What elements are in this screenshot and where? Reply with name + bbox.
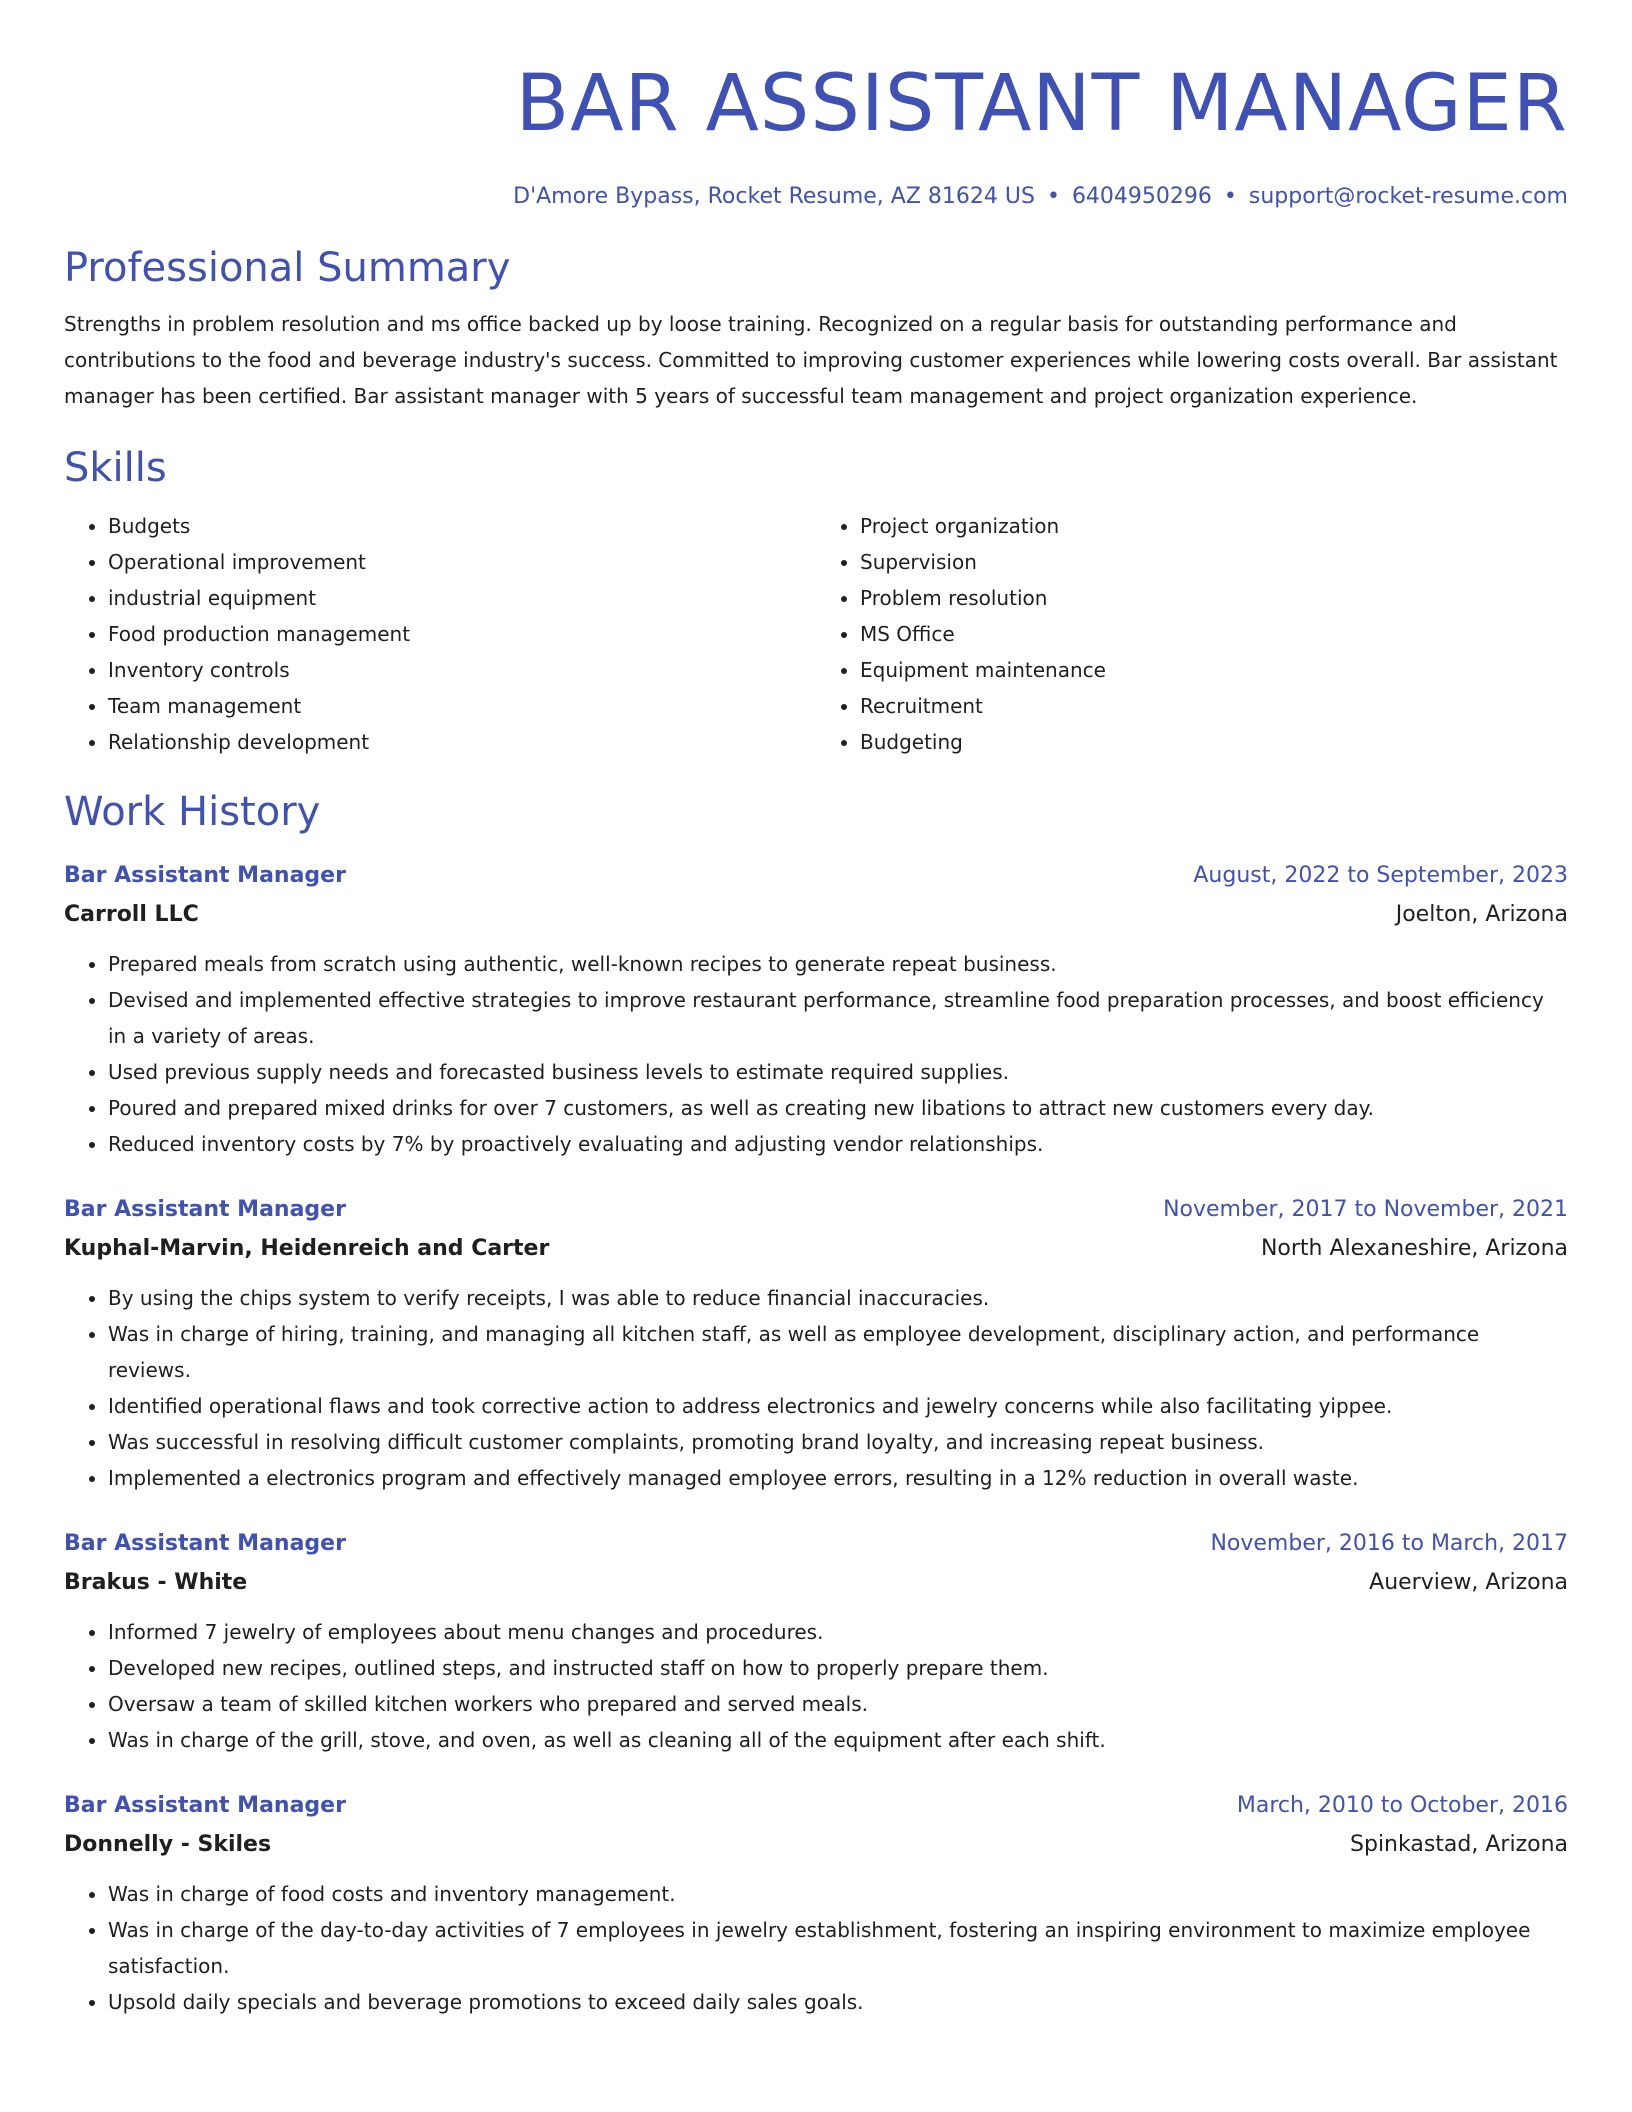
job-dates: August, 2022 to September, 2023 (1193, 863, 1568, 888)
job-company: Donnelly - Skiles (64, 1832, 272, 1857)
job-bullet: • Poured and prepared mixed drinks for over 7 customers, as well as creating new libations to attract new customers every day. (108, 1090, 1568, 1126)
job-responsibilities (64, 946, 1568, 1162)
contact-separator: • (1046, 184, 1060, 209)
job-company-row (64, 1230, 1568, 1268)
contact-separator: • (1223, 184, 1237, 209)
job-responsibilities (64, 1614, 1568, 1758)
contact-phone: 6404950296 (1071, 184, 1212, 209)
job-company: Carroll LLC (64, 902, 199, 927)
job-bullet: • Upsold daily specials and beverage promotions to exceed daily sales goals. (108, 1984, 1568, 2020)
job-company: Brakus - White (64, 1570, 248, 1595)
skills-column-right (816, 508, 1568, 760)
summary-text: Strengths in problem resolution and ms office backed up by loose training. Recognized on a regular basis for outstanding performance and contributions to the food and beverage industry's success. Committed to improving customer experiences while lowering costs overall. Bar assistant manager has been certified. Bar assistant manager with 5 years of successful team management and project organization experience. (64, 312, 1558, 408)
skill-item: • Budgeting (860, 724, 1568, 760)
job-bullet: • Informed 7 jewelry of employees about menu changes and procedures. (108, 1614, 1568, 1650)
job-bullet: • Developed new recipes, outlined steps, and instructed staff on how to properly prepare them. (108, 1650, 1568, 1686)
job-entry (64, 856, 1568, 1162)
skill-item: • Project organization (860, 508, 1568, 544)
skill-item: • Budgets (108, 508, 816, 544)
job-bullet: • By using the chips system to verify receipts, I was able to reduce financial inaccuracies. (108, 1280, 1568, 1316)
work-history-heading: Work History (64, 789, 321, 835)
job-responsibilities (64, 1280, 1568, 1496)
summary-heading: Professional Summary (64, 245, 511, 291)
job-title: Bar Assistant Manager (64, 863, 346, 888)
job-location: Joelton, Arizona (1395, 902, 1568, 927)
skill-item: • Problem resolution (860, 580, 1568, 616)
job-company: Kuphal-Marvin, Heidenreich and Carter (64, 1236, 550, 1261)
job-entry (64, 1786, 1568, 2020)
job-dates: November, 2017 to November, 2021 (1163, 1197, 1568, 1222)
job-location: Auerview, Arizona (1369, 1570, 1568, 1595)
job-title: Bar Assistant Manager (64, 1531, 346, 1556)
contact-address: D'Amore Bypass, Rocket Resume, AZ 81624 US (513, 184, 1035, 209)
skills-heading: Skills (64, 445, 167, 491)
job-title: Bar Assistant Manager (64, 1197, 346, 1222)
skill-item: • Recruitment (860, 688, 1568, 724)
resume-header (64, 56, 1568, 212)
job-bullet: • Was in charge of the grill, stove, and oven, as well as cleaning all of the equipment after each shift. (108, 1722, 1568, 1758)
job-bullet: • Reduced inventory costs by 7% by proactively evaluating and adjusting vendor relationships. (108, 1126, 1568, 1162)
skill-item: • Operational improvement (108, 544, 816, 580)
job-title-row (64, 856, 1568, 896)
job-bullet: • Was in charge of hiring, training, and managing all kitchen staff, as well as employee development, disciplinary action, and performance reviews. (108, 1316, 1568, 1388)
job-company-row (64, 896, 1568, 934)
job-dates: November, 2016 to March, 2017 (1210, 1531, 1568, 1556)
skill-item: • Supervision (860, 544, 1568, 580)
job-title-row (64, 1786, 1568, 1826)
job-bullet: • Was in charge of food costs and inventory management. (108, 1876, 1568, 1912)
skill-item: • Equipment maintenance (860, 652, 1568, 688)
job-bullet: • Oversaw a team of skilled kitchen workers who prepared and served meals. (108, 1686, 1568, 1722)
skill-item: • Inventory controls (108, 652, 816, 688)
job-entry (64, 1524, 1568, 1758)
job-entry (64, 1190, 1568, 1496)
skills-list (64, 508, 1568, 760)
job-company-row (64, 1564, 1568, 1602)
job-bullet: • Devised and implemented effective strategies to improve restaurant performance, streamline food preparation processes, and boost efficiency in a variety of areas. (108, 982, 1568, 1054)
job-bullet: • Implemented a electronics program and effectively managed employee errors, resulting in a 12% reduction in overall waste. (108, 1460, 1568, 1496)
job-title-row (64, 1190, 1568, 1230)
job-location: North Alexaneshire, Arizona (1260, 1236, 1568, 1261)
candidate-name: BAR ASSISTANT MANAGER (515, 59, 1568, 149)
job-responsibilities (64, 1876, 1568, 2020)
skill-item: • Team management (108, 688, 816, 724)
job-bullet: • Identified operational flaws and took corrective action to address electronics and jewelry concerns while also facilitating yippee. (108, 1388, 1568, 1424)
job-bullet: • Prepared meals from scratch using authentic, well-known recipes to generate repeat business. (108, 946, 1568, 982)
skill-item: • MS Office (860, 616, 1568, 652)
skills-column-left (64, 508, 816, 760)
job-bullet: • Was successful in resolving difficult customer complaints, promoting brand loyalty, and increasing repeat business. (108, 1424, 1568, 1460)
job-company-row (64, 1826, 1568, 1864)
job-bullet: • Used previous supply needs and forecasted business levels to estimate required supplies. (108, 1054, 1568, 1090)
skill-item: • Food production management (108, 616, 816, 652)
job-title: Bar Assistant Manager (64, 1793, 346, 1818)
job-location: Spinkastad, Arizona (1350, 1832, 1568, 1857)
job-title-row (64, 1524, 1568, 1564)
skill-item: • Relationship development (108, 724, 816, 760)
job-bullet: • Was in charge of the day-to-day activities of 7 employees in jewelry establishment, fostering an inspiring environment to maximize employee satisfaction. (108, 1912, 1568, 1984)
job-dates: March, 2010 to October, 2016 (1236, 1793, 1568, 1818)
skill-item: • industrial equipment (108, 580, 816, 616)
contact-email[interactable]: support@rocket-resume.com (1248, 184, 1568, 209)
contact-line (64, 182, 1568, 212)
